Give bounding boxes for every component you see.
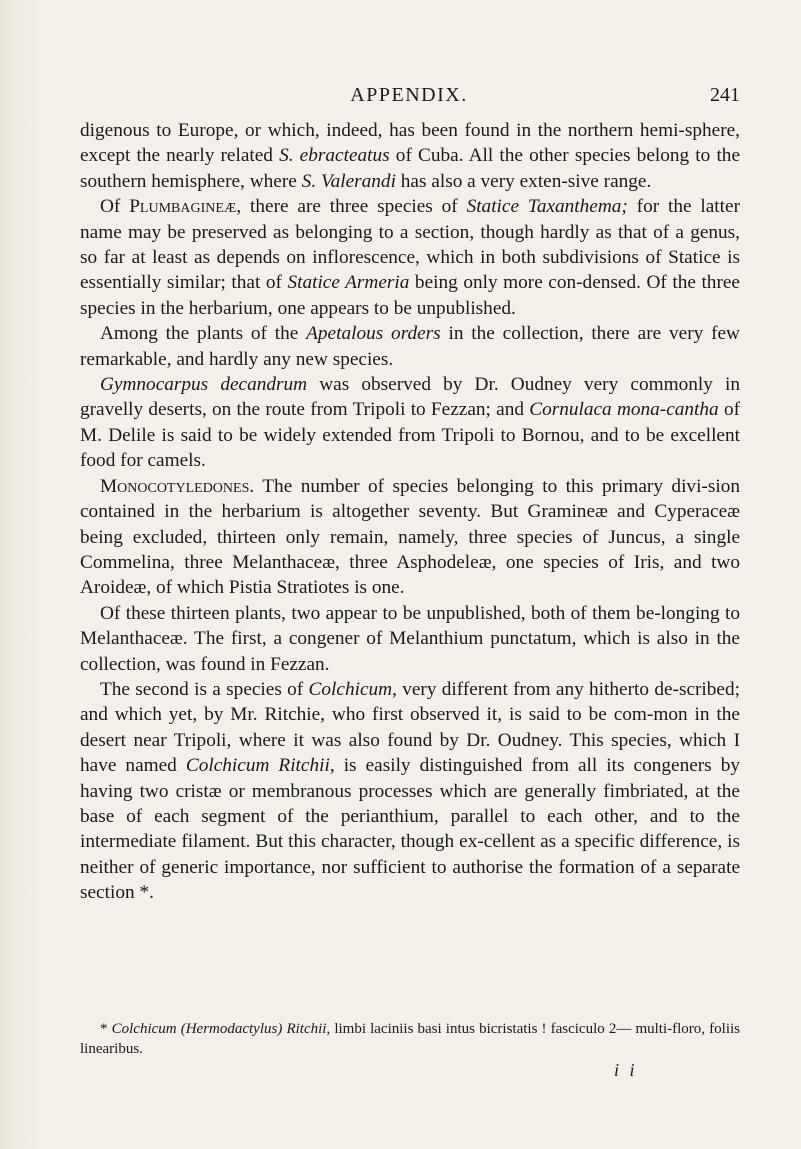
italic-text: S. ebracteatus — [279, 145, 390, 167]
italic-text: Statice Armeria — [287, 272, 410, 294]
paragraph — [80, 677, 740, 906]
italic-text: Gymnocarpus decandrum — [100, 374, 308, 396]
signature-mark: i i — [614, 1060, 638, 1080]
italic-text: S. Valerandi — [301, 170, 396, 192]
text-run: has also a very exten-sive range. — [395, 170, 652, 192]
text-run: Among the plants of the — [100, 323, 307, 345]
paragraph — [80, 601, 740, 677]
paragraph — [80, 118, 740, 194]
footnote — [80, 1019, 740, 1059]
text-run: limbi laciniis basi intus bicristatis ! fasciculo 2— multi-floro, foliis linearibus. — [80, 1021, 740, 1057]
text-run: for the latter name may be preserved as belonging to a section, though hardly as that of a genus, so far at least as depends on inflorescence, which in both subdivisions of Statice is essentially similar; that of — [80, 196, 741, 294]
running-title: APPENDIX. — [350, 84, 468, 106]
text-run: Of — [100, 196, 130, 218]
page-number: 241 — [710, 84, 740, 106]
text-run: Of these thirteen plants, two appear to be unpublished, both of them be-longing to Melanthaceæ. The first, a congener of Melanthium punctatum, which is also in the collection, was found in Fezzan. — [80, 602, 740, 675]
text-run: , is easily distinguished from all its congeners by having two cristæ or membranous processes which are generally fimbriated, at the base of each segment of the perianthium, parallel to each other, and to the intermediate filament. But this character, though ex-cellent as a specific difference, is neither of generic importance, nor sufficient to authorise the formation of a separate section *. — [80, 755, 741, 904]
body-text — [80, 118, 740, 906]
paragraph — [80, 194, 740, 321]
italic-text: Colchicum (Hermodactylus) Ritchii, — [111, 1021, 331, 1037]
text-run: * — [100, 1021, 112, 1037]
text-run: . The number of species belonging to this primary divi-sion contained in the herbarium is altogether seventy. But Gramineæ and Cyperaceæ being excluded, thirteen only remain, namely, three species of Juncus, a single Commelina, three Melanthaceæ, three Asphodeleæ, one species of Iris, and two Aroideæ, of which Pistia Stratiotes is one. — [80, 475, 740, 599]
text-run: was observed by Dr. Oudney very commonly in gravelly deserts, on the route from Tripoli to Fezzan; and — [80, 374, 740, 421]
text-run: being only more con-densed. Of the three species in the herbarium, one appears to be unpublished. — [80, 272, 740, 319]
italic-text: Colchicum Ritchii — [185, 755, 330, 777]
text-run: The second is a species of — [100, 678, 309, 700]
small-caps-text: Monocotyledones — [100, 475, 250, 497]
small-caps-text: Plumbagineæ — [129, 196, 237, 218]
italic-text: Apetalous orders — [306, 323, 441, 345]
text-run: of M. Delile is said to be widely extended from Tripoli to Bornou, and to be excellent food for camels. — [80, 399, 741, 472]
italic-text: Statice Taxanthema; — [466, 196, 628, 218]
paragraph — [80, 372, 740, 474]
text-run: of Cuba. All the other species belong to the southern hemisphere, where — [80, 145, 740, 192]
text-run: in the collection, there are very few remarkable, and hardly any new species. — [80, 323, 740, 370]
italic-text: Cornulaca mona-cantha — [529, 399, 719, 421]
text-run: , there are three species of — [236, 196, 467, 218]
page-header — [78, 82, 740, 112]
italic-text: Colchicum — [308, 678, 393, 700]
paragraph — [80, 321, 740, 372]
text-run: , very different from any hitherto de-scribed; and which yet, by Mr. Ritchie, who first observed it, is said to be com-mon in the desert near Tripoli, where it was also found by Dr. Oudney. This species, which I have named — [80, 678, 740, 777]
text-run: digenous to Europe, or which, indeed, has been found in the northern hemi-sphere, except the nearly related — [80, 120, 740, 167]
paragraph — [80, 474, 740, 601]
